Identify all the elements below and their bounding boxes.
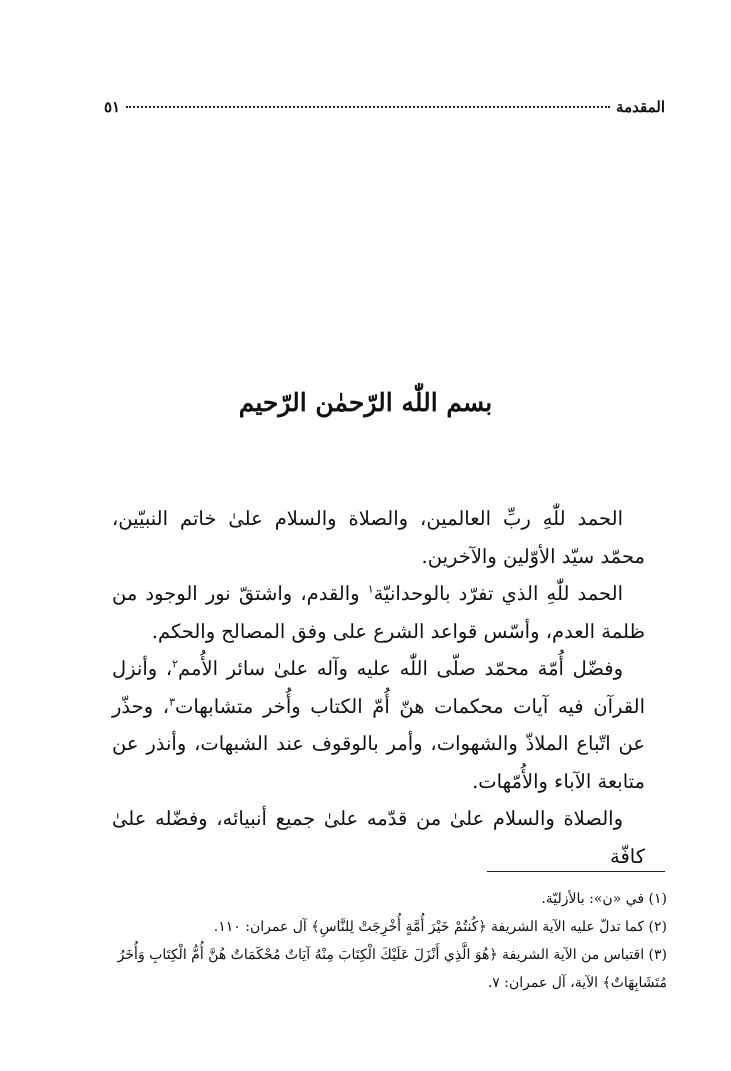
footnote-ref-2[interactable]: ٢ [172, 657, 179, 671]
paragraph-2-text: الحمد للّٰهِ الذي تفرّد بالوحدانيّة [373, 582, 623, 605]
footnote-3: (٣) اقتباس من الآية الشريفة ﴿هُوَ الَّذِي أَنْزَلَ عَلَيْكَ الْكِتَابَ مِنْهُ آيَاتٌ مُحْكَمَاتٌ هُنَّ أُمُّ الْكِتَابِ وَأُخَرُ مُتَشَابِهَاتٌ﴾ الآية، آل عمران: ٧. [117, 947, 667, 991]
paragraph-2-text-cont: والقدم، واشتقّ نور الوجود من ظلمة العدم، وأسّس قواعد الشرع على وفق المصالح والحكم. [112, 582, 645, 643]
footnote-ref-1[interactable]: ١ [367, 582, 374, 596]
paragraph-3-text: وفضّل أُمّة محمّد صلّى اللّٰه عليه وآله علىٰ سائر الأُمم [178, 657, 624, 680]
page-number: ٥١ [104, 98, 121, 116]
paragraph-4: والصلاة والسلام علىٰ من قدّمه علىٰ جميع أنبيائه، وفضّله علىٰ كافّة [112, 807, 645, 868]
running-header [104, 98, 665, 116]
paragraph-2 [112, 575, 645, 650]
basmala-heading: بسم اللّٰه الرّحمٰن الرّحيم [238, 388, 493, 417]
paragraph-3-text-cont: ، وأنزل القرآن فيه آيات محكمات هنّ أُمّ الكتاب وأُخر متشابهات [112, 657, 645, 718]
dot-leader [126, 106, 610, 108]
body-text [112, 500, 645, 875]
footnotes [86, 885, 667, 997]
footnote-separator [487, 871, 665, 872]
footnote-2: (٢) كما تدلّ عليه الآية الشريفة ﴿كُنتُمْ خَيْرَ أُمَّةٍ أُخْرِجَتْ لِلنَّاسِ﴾ آل عمران: ١١٠. [213, 919, 667, 935]
paragraph-3 [112, 650, 645, 800]
paragraph-3-text-end: ، وحذّر عن اتّباع الملاذّ والشهوات، وأمر بالوقوف عند الشبهات، وأنذر عن متابعة الآباء والأُمّهات. [112, 694, 645, 793]
footnote-1: (١) في «ن»: بالأزليّة. [541, 891, 667, 907]
footnote-ref-3[interactable]: ٣ [169, 695, 175, 708]
section-title: المقدمة [616, 98, 665, 116]
paragraph-1: الحمد للّٰهِ ربِّ العالمين، والصلاة والسلام علىٰ خاتم النبيّين، محمّد سيّد الأوّلين والآخرين. [112, 507, 645, 568]
